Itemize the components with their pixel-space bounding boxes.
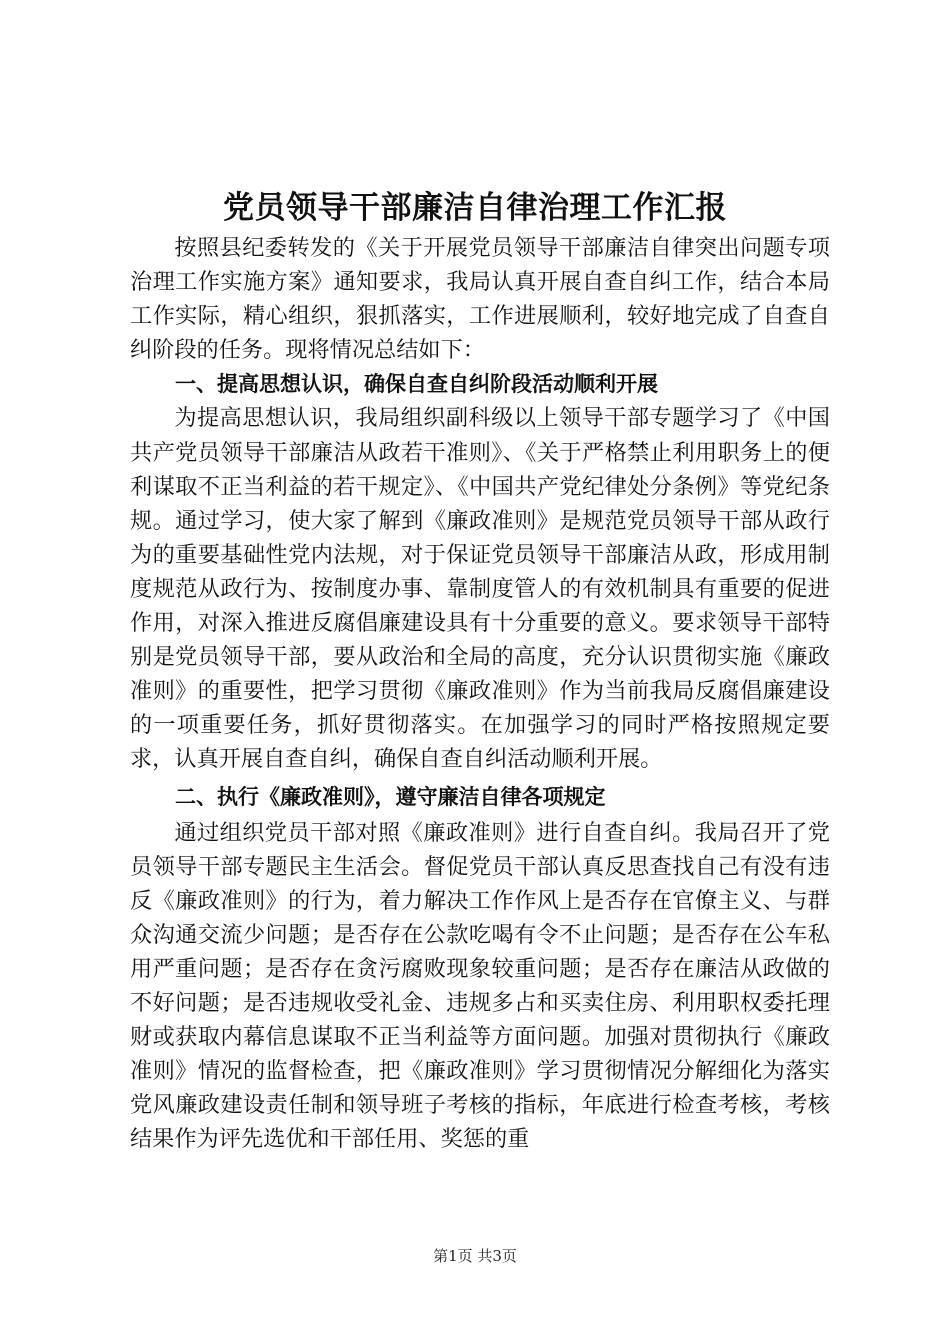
section-2-heading: 二、执行《廉政准则》，遵守廉洁自律各项规定 [175,784,606,809]
document-body [130,231,830,1157]
page-footer: 第1页 共3页 [433,1247,517,1265]
section-1-paragraph: 为提高思想认识，我局组织副科级以上领导干部专题学习了《中国共产党员领导干部廉洁从政若干准则》、《关于严格禁止利用职务上的便利谋取不正当利益的若干规定》、《中国共产党纪律处分条例》等党纪条规。通过学习，使大家了解到《廉政准则》是规范党员领导干部从政行为的重要基础性党内法规，对于保证党员领导干部廉洁从政，形成用制度规范从政行为、按制度办事、靠制度管人的有效机制具有重要的促进作用，对深入推进反腐倡廉建设具有十分重要的意义。要求领导干部特别是党员领导干部，要从政治和全局的高度，充分认识贯彻实施《廉政准则》的重要性，把学习贯彻《廉政准则》作为当前我局反腐倡廉建设的一项重要任务，抓好贯彻落实。在加强学习的同时严格按照规定要求，认真开展自查自纠，确保自查自纠活动顺利开展。 [130,405,830,773]
section-2-paragraph: 通过组织党员干部对照《廉政准则》进行自查自纠。我局召开了党员领导干部专题民主生活会。督促党员干部认真反思查找自己有没有违反《廉政准则》的行为，着力解决工作作风上是否存在官僚主义、与群众沟通交流少问题；是否存在公款吃喝有令不止问题；是否存在公车私用严重问题；是否存在贪污腐败现象较重问题；是否存在廉洁从政做的不好问题；是否违规收受礼金、违规多占和买卖住房、利用职权委托理财或获取内幕信息谋取不正当利益等方面问题。加强对贯彻执行《廉政准则》情况的监督检查，把《廉政准则》学习贯彻情况分解细化为落实党风廉政建设责任制和领导班子考核的指标，年底进行检查考核，考核结果作为评先选优和干部任用、奖惩的重 [130,819,830,1153]
intro-paragraph: 按照县纪委转发的《关于开展党员领导干部廉洁自律突出问题专项治理工作实施方案》通知要求，我局认真开展自查自纠工作，结合本局工作实际，精心组织，狠抓落实，工作进展顺利，较好地完成了自查自纠阶段的任务。现将情况总结如下： [130,235,830,364]
section-1-heading: 一、提高思想认识，确保自查自纠阶段活动顺利开展 [175,372,658,397]
page-title: 党员领导干部廉洁自律治理工作汇报 [223,190,727,226]
